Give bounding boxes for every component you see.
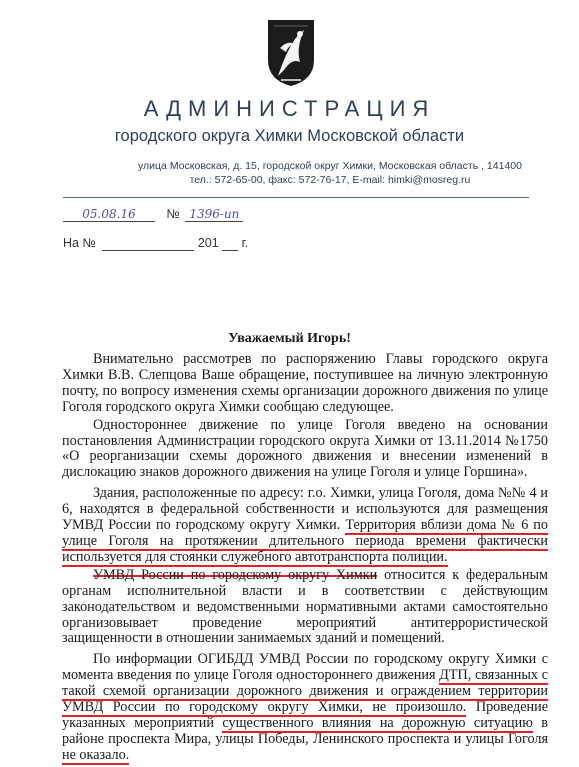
outgoing-number: 1396-ип xyxy=(185,207,243,222)
body-paragraph xyxy=(62,486,548,566)
highlighted-text: ДТП, связанных с такой схемой организации дорожного движения и ограждением территории УМВД России по городскому округу Химки, не произошло. xyxy=(62,667,548,716)
body-paragraph xyxy=(62,652,548,763)
paragraph-text: в районе проспекта Мира, улицы Победы, Ленинского проспекта и улицы Гоголя xyxy=(62,714,548,747)
org-address: улица Московская, д. 15, городской округ Химки, Московская область , 141400 xyxy=(138,160,522,172)
incoming-year-prefix: 201 xyxy=(197,236,219,250)
outgoing-reference xyxy=(63,207,243,222)
highlighted-text: не оказало. xyxy=(62,746,130,763)
paragraph-text: Одностороннее движение по улице Гоголя введено на основании постановления Администрации городского округа Химки от 13.11.2014 №1750 «О реорганизации схемы дорожного движения и внесении изменений в дислокацию знаков дорожного движения на улице Гоголя и улице Горшина». xyxy=(62,416,548,481)
letter-body xyxy=(62,352,548,766)
header-divider xyxy=(63,197,529,198)
incoming-year-suffix: г. xyxy=(241,236,249,250)
highlighted-text: УМВД России по городскому округу Химки xyxy=(93,566,378,583)
highlighted-text: существенного влияния на дорожную ситуацию xyxy=(222,714,533,731)
incoming-label: На № xyxy=(63,236,96,250)
paragraph-text: Внимательно рассмотрев по распоряжению Главы городского округа Химки В.В. Слепцова Ваше обращение, поступившее на личную электронную почту, по вопросу изменения схемы организации дорожного движения по улице Гоголя городского округа Химки сообщаю следующее. xyxy=(62,351,548,415)
org-subtitle: городского округа Химки Московской области xyxy=(114,127,465,145)
salutation: Уважаемый Игорь! xyxy=(228,331,351,346)
body-paragraph xyxy=(62,568,548,648)
paragraph-text: По информации ОГИБДД УМВД России по городскому округу Химки с момента введения по улице Гоголя одностороннего движения xyxy=(62,651,548,684)
incoming-year-line xyxy=(222,236,238,251)
paragraph-text: Здания, расположенные по адресу: г.о. Химки, улица Гоголя, дома №№ 4 и 6, находятся в федеральной собственности и используются для размещения УМВД России по городскому округу Химки. xyxy=(62,485,548,534)
incoming-number-line xyxy=(102,236,194,251)
paragraph-text: Проведение указанных мероприятий xyxy=(62,699,548,731)
org-title: АДМИНИСТРАЦИЯ xyxy=(143,96,436,121)
body-paragraph xyxy=(62,418,548,482)
org-contacts: тел.: 572-65-00, факс: 572-76-17, E-mail: himki@mosreg.ru xyxy=(189,174,471,186)
paragraph-text: относится к федеральным органам исполнительной власти и в соответствии с действующим законодательством и ведомственными нормативными актами самостоятельно организовывает проведение мероприятий антитеррористической защищенности в отношении занимаемых зданий и помещений. xyxy=(62,566,548,647)
outgoing-number-label: № xyxy=(166,207,180,221)
incoming-reference xyxy=(63,236,248,251)
highlighted-text: Территория вблизи дома № 6 по улице Гоголя на протяжении длительного периода времени фактически используется для стоянки служебного автотранспорта полиции. xyxy=(62,517,548,565)
outgoing-date: 05.08.16 xyxy=(63,207,155,222)
body-paragraph xyxy=(62,352,548,416)
khimki-coat-of-arms-icon xyxy=(266,18,316,88)
